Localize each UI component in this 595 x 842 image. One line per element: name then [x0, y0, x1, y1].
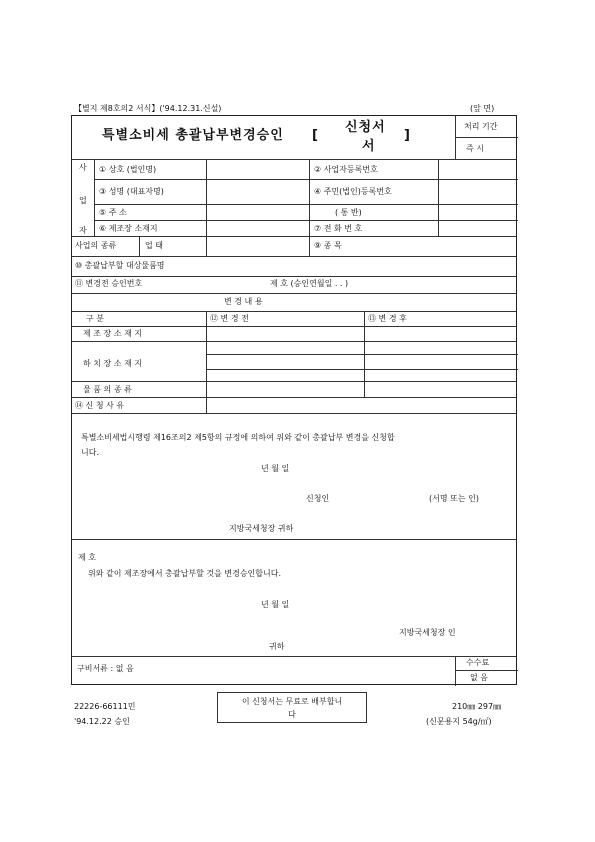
fee-label: 수수료	[466, 658, 490, 667]
business-type-label: 사업의 종류	[75, 241, 117, 250]
tong-ban: ( 통 반)	[335, 208, 362, 217]
required-documents: 구비서류 : 없 음	[77, 664, 134, 673]
notice-line-2: 다	[288, 710, 296, 719]
approval-number: 제 호 (승인연월일 . . )	[270, 279, 349, 288]
processing-period-value: 즉 시	[466, 144, 484, 153]
approval-number-line: 제 호	[78, 553, 96, 562]
side-label-2: 업	[79, 196, 87, 205]
application-recipient: 지방국세청장 귀하	[229, 524, 294, 533]
approval-statement: 위와 같이 제조장에서 총괄납부할 것을 변경승인합니다.	[88, 569, 281, 578]
resident-reg-no-label: ④ 주민(법인)등록번호	[314, 187, 392, 196]
bracket-open: [	[312, 128, 319, 143]
column-category: 구 분	[86, 314, 104, 323]
application-date: 년 월 일	[261, 464, 290, 473]
free-distribution-notice	[217, 692, 367, 723]
business-reg-no-label: ② 사업자등록번호	[314, 165, 378, 174]
representative-label: ③ 성명 (대표자명)	[99, 187, 164, 196]
form-kind-wrap: 서	[362, 139, 376, 154]
page-side: (앞 면)	[470, 104, 495, 113]
business-item-label: ⑨ 종 목	[314, 241, 342, 250]
notice-line-1: 이 신청서는 무료로 배부합니	[241, 697, 343, 706]
fee-value: 없 음	[470, 673, 488, 682]
row-goods-type: 물 품 의 종 류	[83, 385, 132, 394]
row-reason: ⑭ 신 청 사 유	[75, 401, 125, 410]
side-label-3: 자	[79, 226, 87, 235]
business-category-label: 업 태	[145, 241, 163, 250]
row-factory-location: 제 조 장 소 재 지	[83, 329, 143, 338]
target-items-label: ⑩ 총괄납부할 대상물품명	[75, 261, 165, 270]
row-warehouse-location: 하 치 장 소 재 지	[83, 359, 143, 368]
trade-name-label: ① 상호 (법인명)	[99, 165, 157, 174]
form-number: 【별지 제8호의2 서식】('94.12.31.신설)	[74, 104, 222, 113]
approval-date: 년 월 일	[261, 600, 290, 609]
application-statement-end: 니다.	[81, 448, 99, 457]
signature-label: (서명 또는 인)	[429, 494, 479, 503]
application-form	[71, 115, 517, 685]
application-statement: 특별소비세법시행령 제16조의2 제5항의 규정에 의하여 위와 같이 총괄납부 변경을 신청합	[81, 433, 395, 442]
approval-recipient: 귀하	[269, 642, 285, 651]
factory-location-label: ⑥ 제조장 소재지	[99, 224, 158, 233]
processing-period-label: 처리 기간	[464, 122, 498, 131]
form-code: 22226-66111민	[74, 702, 136, 711]
column-before: ⑫ 변 경 전	[210, 314, 249, 323]
paper-size: 210㎜ 297㎜	[452, 702, 502, 711]
form-kind: 신청서	[345, 120, 386, 135]
approval-issuer: 지방국세청장 인	[399, 628, 456, 637]
side-label-1: 사	[79, 163, 87, 172]
approval-date-footer: '94.12.22 승인	[74, 717, 130, 726]
paper-type: (신문용지 54g/㎡)	[426, 717, 492, 726]
phone-label: ⑦ 전 화 번 호	[314, 224, 363, 233]
changes-header: 변 경 내 용	[224, 297, 263, 306]
address-label: ⑤ 주 소	[99, 208, 127, 217]
bracket-close: ]	[404, 128, 411, 143]
column-after: ⑬ 변 경 후	[368, 314, 407, 323]
applicant-label: 신청인	[306, 494, 330, 503]
previous-approval-label: ⑪ 변경전 승인번호	[75, 279, 143, 288]
form-title: 특별소비세 총괄납부변경승인	[102, 128, 284, 143]
